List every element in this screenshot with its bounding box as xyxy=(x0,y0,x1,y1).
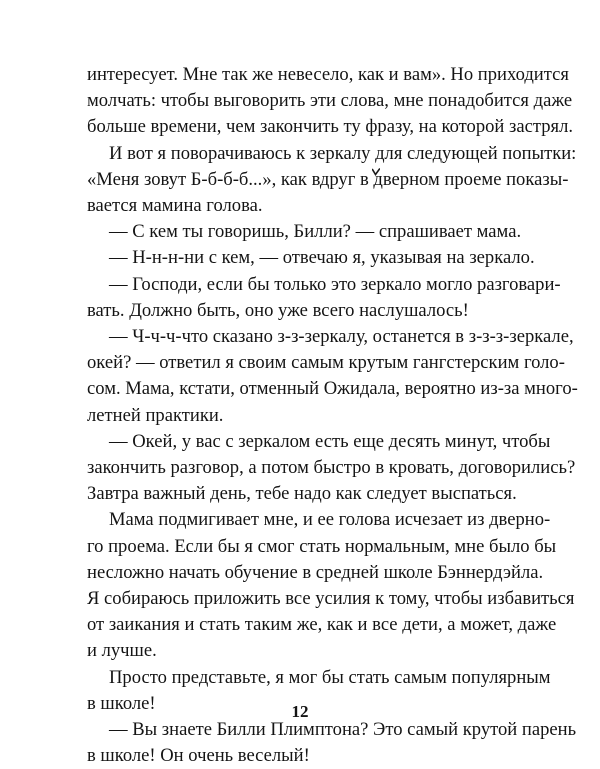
text-line: молчать: чтобы выговорить эти слова, мне понадобится даже xyxy=(87,90,573,112)
page-number: 12 xyxy=(291,702,309,721)
body-text xyxy=(87,62,578,769)
text-line: интересует. Мне так же невесело, как и вам». Но приходится xyxy=(87,64,569,85)
text-line: — Господи, если бы только это зеркало могло разговари- xyxy=(109,273,561,295)
text-line: — Окей, у вас с зеркалом есть еще десять минут, чтобы xyxy=(109,430,551,452)
text-line: сом. Мама, кстати, отменный Ожидала, вероятно из-за много- xyxy=(87,378,578,400)
text-line: вается мамина голова. xyxy=(87,195,263,217)
text-line: летней практики. xyxy=(87,404,224,426)
text-line: больше времени, чем закончить ту фразу, на которой застрял. xyxy=(87,116,573,138)
text-line: — Вы знаете Билли Плимптона? Это самый крутой парень xyxy=(109,719,577,741)
text-line: в школе! xyxy=(87,692,156,714)
text-line: Завтра важный день, тебе надо как следует выспаться. xyxy=(87,483,517,505)
text-line: Просто представьте, я мог бы стать самым популярным xyxy=(109,666,551,688)
ink-mark-icon xyxy=(372,168,380,176)
text-line: и лучше. xyxy=(87,640,157,662)
text-line: «Меня зовут Б-б-б-б...», как вдруг в дверном проеме показы- xyxy=(87,168,569,190)
text-line: Я собираюсь приложить все усилия к тому, чтобы избавиться xyxy=(87,588,575,610)
text-line: Мама подмигивает мне, и ее голова исчезает из дверно- xyxy=(109,509,551,531)
text-line: — Н-н-н-ни с кем, — отвечаю я, указывая на зеркало. xyxy=(109,247,535,269)
text-line: закончить разговор, а потом быстро в кровать, договорились? xyxy=(87,457,576,479)
text-line: окей? — ответил я своим самым крутым гангстерским голо- xyxy=(87,352,565,374)
text-line: несложно начать обучение в средней школе Бэннердэйла. xyxy=(87,561,544,583)
text-line: — Ч-ч-ч-что сказано з-з-зеркалу, останется в з-з-з-зеркале, xyxy=(109,326,574,348)
text-line: в школе! Он очень веселый! xyxy=(87,745,310,767)
text-line: И вот я поворачиваюсь к зеркалу для следующей попытки: xyxy=(109,142,577,164)
text-line: от заикания и стать таким же, как и все дети, а может, даже xyxy=(87,614,557,636)
text-line: вать. Должно быть, оно уже всего наслушалось! xyxy=(87,299,469,321)
text-line: — С кем ты говоришь, Билли? — спрашивает мама. xyxy=(109,221,522,243)
text-line: го проема. Если бы я смог стать нормальным, мне было бы xyxy=(87,535,557,557)
